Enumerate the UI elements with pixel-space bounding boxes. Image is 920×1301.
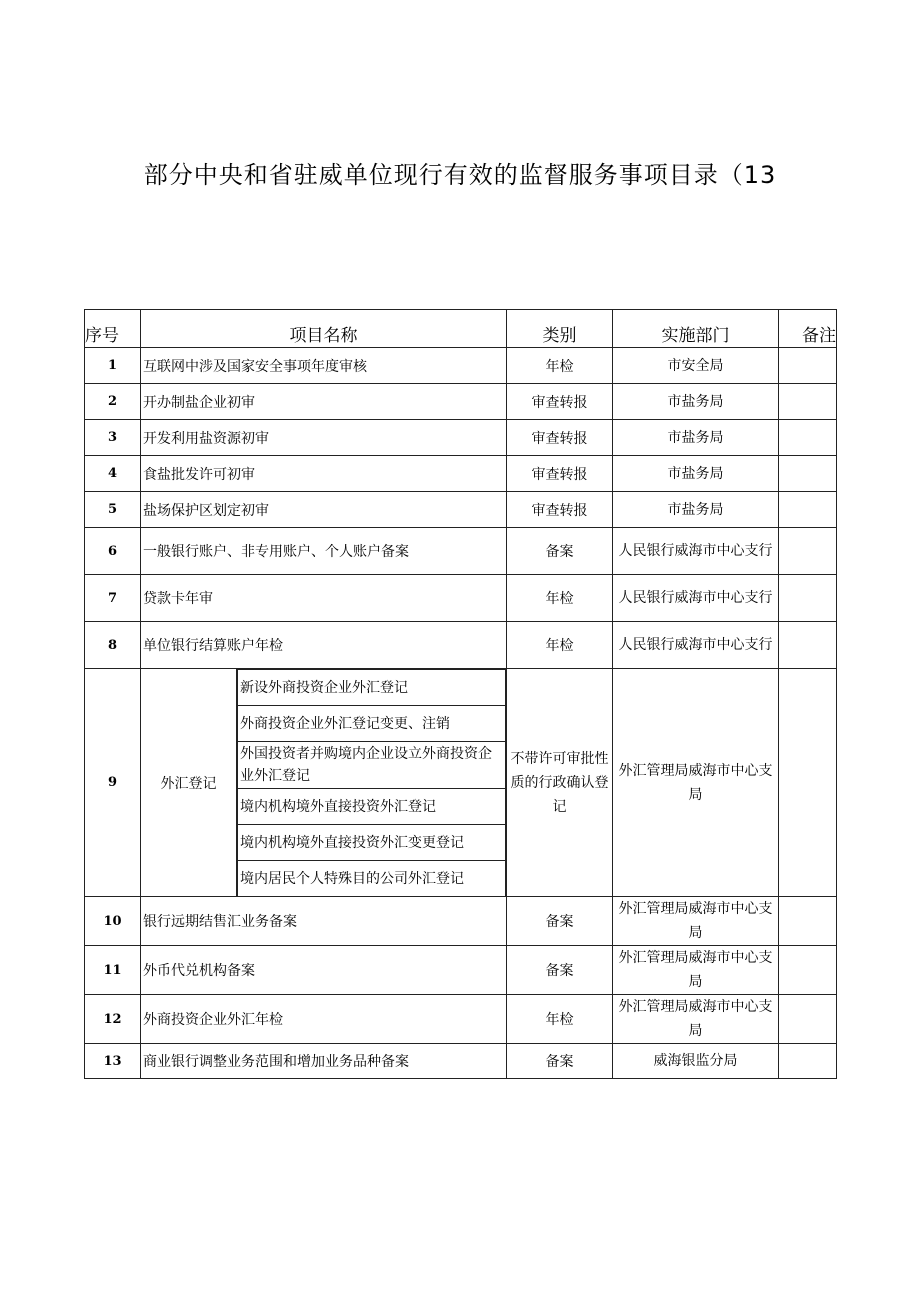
row-category: 年检 — [507, 995, 613, 1044]
table-row — [85, 492, 837, 528]
row-name: 外币代兑机构备案 — [141, 946, 507, 995]
subitems-cell — [237, 669, 507, 897]
table-row — [85, 528, 837, 575]
header-department: 实施部门 — [613, 310, 779, 348]
row-seq: 7 — [85, 575, 141, 622]
row-department: 外汇管理局威海市中心支局 — [613, 946, 779, 995]
row-note — [779, 995, 837, 1044]
row-department: 市盐务局 — [613, 456, 779, 492]
row-seq: 2 — [85, 384, 141, 420]
subitem: 境内机构境外直接投资外汇登记 — [238, 789, 506, 825]
row-category: 审查转报 — [507, 456, 613, 492]
subitem: 境内机构境外直接投资外汇变更登记 — [238, 825, 506, 861]
table-row — [85, 1044, 837, 1079]
row-note — [779, 622, 837, 669]
table-header-row — [85, 310, 837, 348]
row-department: 人民银行威海市中心支行 — [613, 528, 779, 575]
row-department: 外汇管理局威海市中心支局 — [613, 995, 779, 1044]
row-category: 年检 — [507, 575, 613, 622]
row-seq: 9 — [85, 669, 141, 897]
row-department: 外汇管理局威海市中心支局 — [613, 897, 779, 946]
row-department: 市盐务局 — [613, 492, 779, 528]
row-note — [779, 492, 837, 528]
row-category: 年检 — [507, 348, 613, 384]
row-category: 备案 — [507, 528, 613, 575]
row-category: 审查转报 — [507, 492, 613, 528]
row-department: 市盐务局 — [613, 384, 779, 420]
subitem: 境内居民个人特殊目的公司外汇登记 — [238, 861, 506, 897]
row-seq: 1 — [85, 348, 141, 384]
row-name: 外汇登记 — [141, 669, 237, 897]
row-seq: 4 — [85, 456, 141, 492]
row-note — [779, 348, 837, 384]
subitem: 新设外商投资企业外汇登记 — [238, 670, 506, 706]
row-name: 一般银行账户、非专用账户、个人账户备案 — [141, 528, 507, 575]
row-note — [779, 420, 837, 456]
row-category: 备案 — [507, 946, 613, 995]
table-row — [85, 897, 837, 946]
row-name: 食盐批发许可初审 — [141, 456, 507, 492]
table-row — [85, 384, 837, 420]
row-note — [779, 575, 837, 622]
row-name: 商业银行调整业务范围和增加业务品种备案 — [141, 1044, 507, 1079]
row-name: 单位银行结算账户年检 — [141, 622, 507, 669]
row-seq: 10 — [85, 897, 141, 946]
table-row — [85, 456, 837, 492]
row-category: 审查转报 — [507, 420, 613, 456]
row-name: 贷款卡年审 — [141, 575, 507, 622]
table-row — [85, 995, 837, 1044]
document-title: 部分中央和省驻威单位现行有效的监督服务事项目录（13 — [143, 161, 777, 189]
subitem: 外国投资者并购境内企业设立外商投资企业外汇登记 — [238, 742, 506, 789]
table-row — [85, 622, 837, 669]
row-name: 外商投资企业外汇年检 — [141, 995, 507, 1044]
table-row — [85, 575, 837, 622]
row-seq: 12 — [85, 995, 141, 1044]
row-seq: 3 — [85, 420, 141, 456]
row-seq: 5 — [85, 492, 141, 528]
table-row — [85, 946, 837, 995]
row-department: 人民银行威海市中心支行 — [613, 622, 779, 669]
row-department: 市安全局 — [613, 348, 779, 384]
subitem: 外商投资企业外汇登记变更、注销 — [238, 706, 506, 742]
row-category: 不带许可审批性质的行政确认登记 — [507, 669, 613, 897]
row-department: 威海银监分局 — [613, 1044, 779, 1079]
table-row — [85, 420, 837, 456]
header-seq: 序号 — [85, 310, 141, 348]
row-name: 开办制盐企业初审 — [141, 384, 507, 420]
row-category: 备案 — [507, 1044, 613, 1079]
row-name: 互联网中涉及国家安全事项年度审核 — [141, 348, 507, 384]
row-seq: 8 — [85, 622, 141, 669]
row-note — [779, 456, 837, 492]
row-department: 人民银行威海市中心支行 — [613, 575, 779, 622]
subitems-list — [237, 669, 506, 896]
row-name: 银行远期结售汇业务备案 — [141, 897, 507, 946]
row-name: 开发利用盐资源初审 — [141, 420, 507, 456]
service-items-table — [84, 309, 837, 1079]
table-row-group-9 — [85, 669, 837, 897]
row-note — [779, 946, 837, 995]
row-note — [779, 528, 837, 575]
row-department: 外汇管理局威海市中心支局 — [613, 669, 779, 897]
row-note — [779, 1044, 837, 1079]
row-note — [779, 384, 837, 420]
header-category: 类别 — [507, 310, 613, 348]
row-department: 市盐务局 — [613, 420, 779, 456]
row-seq: 6 — [85, 528, 141, 575]
row-seq: 11 — [85, 946, 141, 995]
table-row — [85, 348, 837, 384]
header-note: 备注 — [779, 310, 837, 348]
row-seq: 13 — [85, 1044, 141, 1079]
header-name: 项目名称 — [141, 310, 507, 348]
row-note — [779, 669, 837, 897]
row-category: 年检 — [507, 622, 613, 669]
row-category: 审查转报 — [507, 384, 613, 420]
row-name: 盐场保护区划定初审 — [141, 492, 507, 528]
row-category: 备案 — [507, 897, 613, 946]
row-note — [779, 897, 837, 946]
